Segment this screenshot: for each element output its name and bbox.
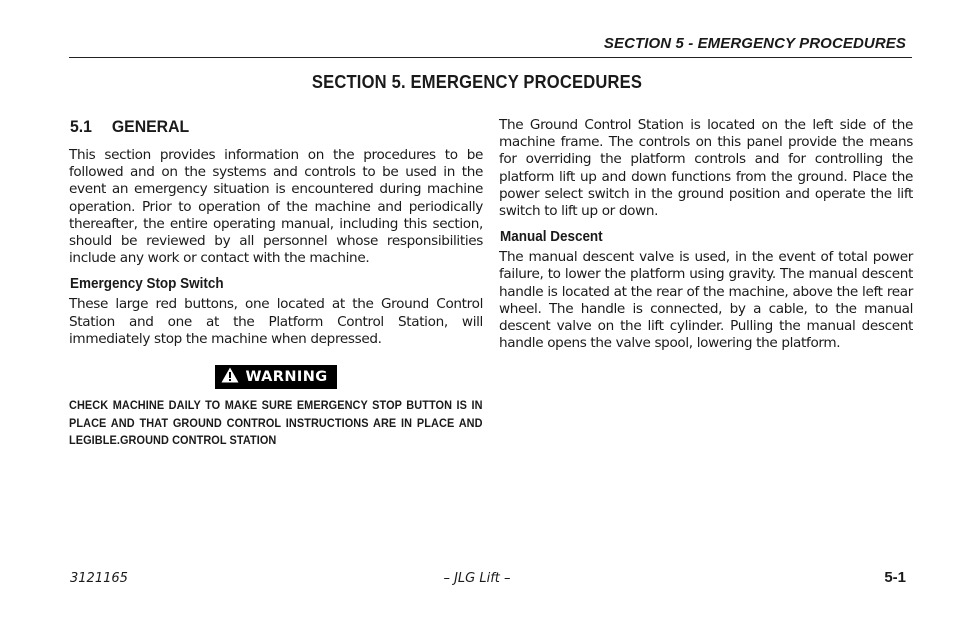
left-column	[69, 117, 483, 450]
footer-doc-number: 3121165	[70, 571, 128, 586]
right-column	[499, 117, 913, 352]
footer-page-number: 5-1	[884, 569, 906, 586]
running-header: SECTION 5 - EMERGENCY PROCEDURES	[603, 35, 906, 52]
warning-badge	[215, 365, 336, 389]
warning-triangle-icon	[221, 367, 239, 383]
general-heading	[70, 117, 454, 137]
manual-descent-paragraph: The manual descent valve is used, in the event of total power failure, to lower the platform using gravity. The manual descent handle is located at the rear of the machine, above the left rear wheel. The handle is connected, by a cable, to the manual descent valve on the lift cylinder. Pulling the manual descent handle opens the valve spool, lowering the platform.	[499, 249, 913, 352]
footer-center: – JLG Lift –	[443, 571, 511, 586]
emergency-stop-heading: Emergency Stop Switch	[70, 276, 224, 293]
section-title: SECTION 5. EMERGENCY PROCEDURES	[311, 72, 643, 92]
ground-control-paragraph: The Ground Control Station is located on the left side of the machine frame. The controls on this panel provide the means for overriding the platform controls and for controlling the platform lift up and down functions from the ground. Place the power select switch in the ground position and operate the lift switch to lift up or down.	[499, 117, 913, 220]
emergency-stop-paragraph: These large red buttons, one located at the Ground Control Station and one at the Platform Control Station, will immediately stop the machine when depressed.	[69, 296, 483, 347]
general-paragraph: This section provides information on the procedures to be followed and on the systems and controls to be used in the event an emergency situation is encountered during machine operation. Prior to operation of the machine and periodically thereafter, the entire operating manual, including this section, should be reviewed by all personnel whose responsibilities include any work or contact with the machine.	[69, 147, 483, 267]
header-rule	[69, 57, 912, 58]
general-title: GENERAL	[111, 117, 190, 136]
warning-label: WARNING	[245, 369, 328, 386]
manual-descent-heading: Manual Descent	[500, 229, 603, 246]
warning-badge-wrap	[69, 365, 483, 389]
general-number: 5.1	[70, 117, 92, 136]
warning-text: CHECK MACHINE DAILY TO MAKE SURE EMERGENCY STOP BUTTON IS IN PLACE AND THAT GROUND CONTROL INSTRUCTIONS ARE IN PLACE AND LEGIBLE.GROUND CONTROL STATION	[69, 398, 483, 448]
